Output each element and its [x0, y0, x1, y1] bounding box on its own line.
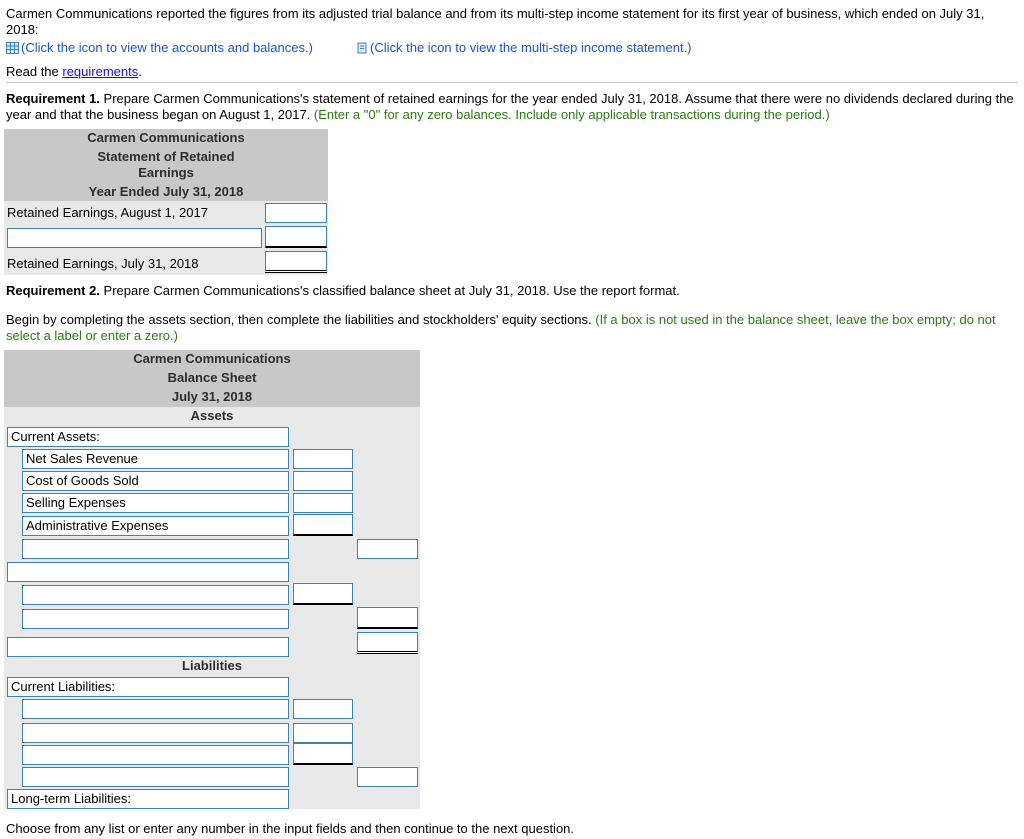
asset-row-6-amount[interactable]	[357, 607, 418, 629]
liability-row-1-label[interactable]	[22, 699, 289, 719]
re-company: Carmen Communications	[87, 130, 245, 145]
asset-row-5-label[interactable]	[22, 585, 289, 605]
re-line-amount[interactable]	[265, 226, 327, 248]
assets-heading: Assets	[190, 408, 234, 423]
asset-row-1-label[interactable]: Net Sales Revenue	[22, 449, 289, 469]
view-accounts-label: (Click the icon to view the accounts and balances.)	[21, 40, 313, 55]
requirement-2: Requirement 2. Prepare Carmen Communications's classified balance sheet at July 31, 2018. Use the report format.	[6, 283, 680, 298]
view-income-statement-link[interactable]	[356, 40, 692, 58]
liability-row-3-label[interactable]	[22, 745, 289, 765]
liabilities-heading: Liabilities	[182, 658, 242, 673]
total-current-liabilities-amount[interactable]	[357, 767, 418, 787]
bs-company: Carmen Communications	[133, 351, 291, 366]
asset-row-3-label[interactable]: Selling Expenses	[22, 493, 289, 513]
re-statement-header	[4, 129, 328, 201]
re-period: Year Ended July 31, 2018	[88, 184, 244, 199]
bs-date: July 31, 2018	[171, 389, 253, 404]
re-begin-label: Retained Earnings, August 1, 2017	[7, 205, 208, 220]
asset-row-4-label[interactable]: Administrative Expenses	[22, 516, 289, 536]
requirement-2-instructions: Begin by completing the assets section, then complete the liabilities and stockholders' equity sections. (If a box is not used in the balance sheet, leave the box empty; do not select a label or enter a zero.)	[6, 312, 996, 343]
re-title-1: Statement of Retained	[97, 149, 235, 164]
read-requirements: Read the requirements.	[6, 64, 142, 79]
re-end-label: Retained Earnings, July 31, 2018	[7, 256, 199, 271]
total-current-liabilities-label[interactable]	[22, 767, 289, 787]
requirements-link[interactable]: requirements	[62, 64, 139, 79]
total-current-assets-amount[interactable]	[357, 539, 418, 559]
asset-row-2-label[interactable]: Cost of Goods Sold	[22, 471, 289, 491]
re-title-2: Earnings	[138, 165, 194, 180]
footer-instruction: Choose from any list or enter any number in the input fields and then continue to the next question.	[6, 821, 575, 836]
asset-row-6-label[interactable]	[22, 609, 289, 629]
bs-header	[4, 350, 420, 407]
asset-row-2-amount[interactable]	[293, 471, 353, 491]
asset-row-1-amount[interactable]	[293, 449, 353, 469]
asset-row-5-amount[interactable]	[293, 583, 353, 605]
liability-row-3-amount[interactable]	[293, 743, 353, 765]
asset-row-3-amount[interactable]	[293, 493, 353, 513]
requirement-1: Requirement 1. Prepare Carmen Communications's statement of retained earnings for the year ended July 31, 2018. Assume that there were no dividends declared during the year and that the business began on August 1, 2017. (Enter a "0" for any zero balances. Include only applicable transactions during the period.)	[6, 91, 1014, 122]
current-liabilities-label[interactable]: Current Liabilities:	[7, 677, 289, 697]
liability-row-2-label[interactable]	[22, 723, 289, 743]
liability-row-2-amount[interactable]	[293, 723, 353, 743]
total-current-assets-label[interactable]	[22, 539, 289, 559]
view-accounts-link[interactable]	[6, 40, 313, 58]
re-begin-amount[interactable]	[265, 203, 327, 223]
intro-text: Carmen Communications reported the figures from its adjusted trial balance and from its multi-step income statement for its first year of business, which ended on July 31, 2018:	[6, 6, 985, 37]
total-assets-amount[interactable]	[357, 632, 418, 654]
asset-section-label-2[interactable]	[7, 562, 289, 582]
re-line-label-select[interactable]	[7, 228, 262, 248]
view-income-label: (Click the icon to view the multi-step income statement.)	[370, 40, 692, 55]
problem-intro	[6, 6, 1006, 80]
re-end-amount[interactable]	[265, 251, 327, 273]
asset-row-4-amount[interactable]	[293, 514, 353, 536]
table-icon	[6, 42, 19, 58]
bs-title: Balance Sheet	[167, 370, 257, 385]
current-assets-label[interactable]: Current Assets:	[7, 427, 289, 447]
long-term-liabilities-label[interactable]: Long-term Liabilities:	[7, 789, 289, 809]
divider	[6, 82, 1018, 83]
total-assets-label[interactable]	[7, 637, 289, 657]
liability-row-1-amount[interactable]	[293, 699, 353, 719]
document-icon	[356, 42, 368, 58]
